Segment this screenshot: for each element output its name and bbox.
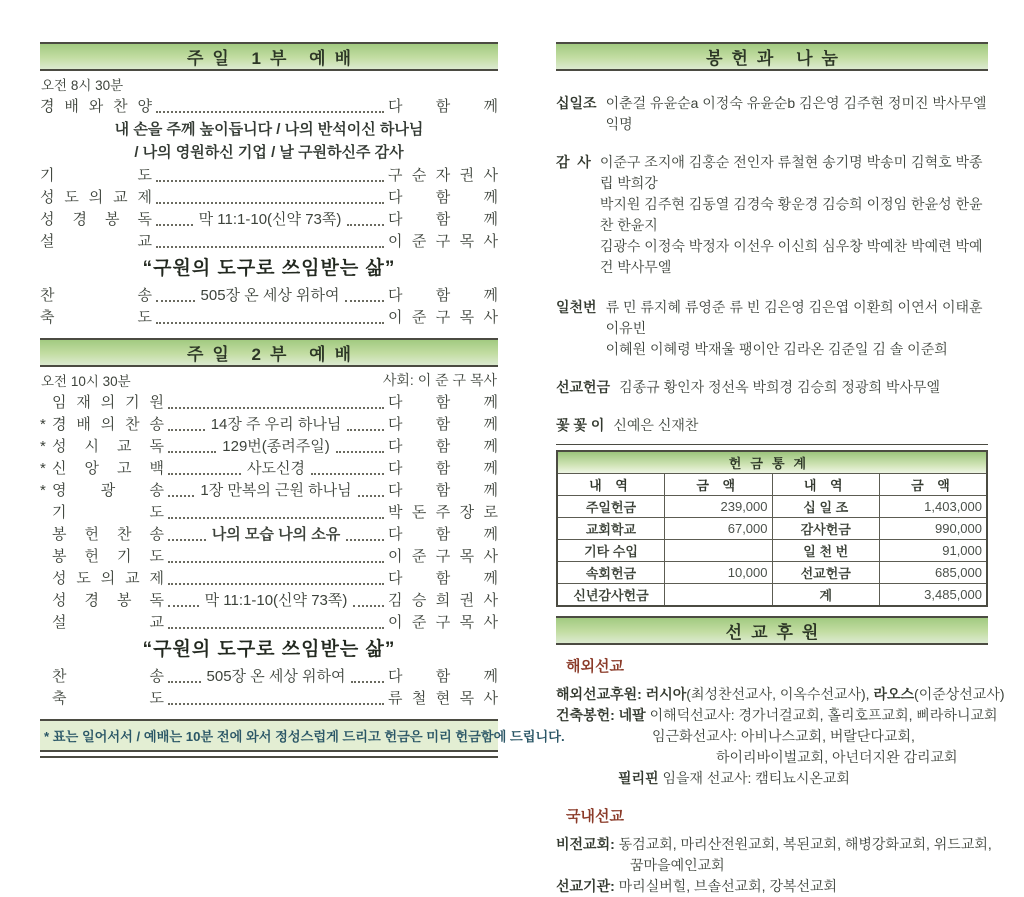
liturgy-row [40, 165, 498, 187]
liturgy-label: 설 교 [52, 614, 164, 631]
left-column [40, 42, 565, 744]
stat-amount: 685,000 [880, 562, 988, 584]
col-header: 내 역 [557, 474, 665, 496]
hymn-reference: 14장 주 우리 하나님 [210, 416, 342, 433]
russia-label: 러시아 [645, 686, 687, 702]
offering-item-label: 일천번 [556, 299, 597, 315]
dotted-leader [168, 473, 241, 475]
offering-list [556, 93, 988, 436]
liturgy-value: 류 철 현 목 사 [388, 690, 498, 707]
liturgy-label: 찬 송 [40, 287, 152, 304]
stat-amount: 91,000 [880, 540, 988, 562]
stat-label: 주일헌금 [557, 496, 665, 518]
stat-amount: 10,000 [665, 562, 773, 584]
dotted-leader [347, 429, 384, 431]
liturgy-value: 박 돈 주 장 로 [388, 504, 498, 521]
dotted-leader [168, 681, 201, 683]
stat-label: 신년감사헌금 [557, 584, 665, 607]
liturgy-label: 신 앙 고 백 [52, 460, 164, 477]
liturgy-value: 다 함 께 [388, 570, 498, 587]
liturgy-row [40, 458, 498, 480]
service2-header [40, 338, 498, 367]
nepal-line-2: 임근화선교사: 아비나스교회, 버랄단다교회, [652, 728, 915, 744]
doxology-reference: 1장 만복의 근원 하나님 [200, 482, 352, 499]
overseas-support-line [556, 684, 1005, 705]
praise-medley-line2: / 나의 영원하신 기업 / 날 구원하신주 감사 [134, 144, 404, 161]
stat-amount: 239,000 [665, 496, 773, 518]
sermon-title: “구원의 도구로 쓰임받는 삶” [142, 258, 396, 279]
liturgy-value: 이 준 구 목 사 [388, 548, 498, 565]
stat-amount: 1,403,000 [880, 496, 988, 518]
dotted-leader [168, 451, 216, 453]
table-header-row [557, 474, 987, 496]
dotted-leader [336, 451, 384, 453]
offertory-hymn-title: 나의 모습 나의 소유 [211, 526, 341, 543]
liturgy-label: 기 도 [52, 504, 164, 521]
liturgy-row [40, 307, 498, 329]
dotted-leader [168, 495, 194, 497]
liturgy-row [40, 502, 498, 524]
stand-marker: * [40, 416, 46, 433]
mission-org-list: 마리실버힐, 브솔선교회, 강복선교회 [618, 878, 838, 894]
liturgy-value: 다 함 께 [388, 438, 498, 455]
dotted-leader [358, 495, 384, 497]
right-column [556, 42, 1005, 894]
liturgy-label: 영 광 송 [52, 482, 164, 499]
vision-church-label: 비전교회: [556, 836, 615, 852]
service1-title: 주일 1부 예배 [186, 49, 360, 68]
domestic-mission-heading: 국내선교 [566, 808, 624, 825]
russia-detail: (최성찬선교사, 이옥수선교사), [686, 686, 870, 702]
liturgy-value: 다 함 께 [388, 526, 498, 543]
dotted-leader [168, 583, 384, 585]
liturgy-label: 봉 헌 찬 송 [52, 526, 164, 543]
dotted-leader [168, 703, 384, 705]
scripture-reference: 막 11:1-10(신약 73쪽) [204, 592, 348, 609]
stat-amount: 990,000 [880, 518, 988, 540]
liturgy-value: 이 준 구 목 사 [388, 309, 498, 326]
liturgy-label: 설 교 [40, 233, 152, 250]
dotted-leader [156, 180, 384, 182]
liturgy-value: 다 함 께 [388, 287, 498, 304]
philippines-label: 필리핀 [618, 770, 659, 786]
stat-amount: 3,485,000 [880, 584, 988, 607]
liturgy-row [40, 590, 498, 612]
table-top-rule [556, 444, 988, 445]
dotted-leader [156, 322, 384, 324]
offering-item-mission [556, 377, 988, 398]
service2-title: 주일 2부 예배 [186, 345, 360, 364]
liturgy-label: 성 시 교 독 [52, 438, 164, 455]
stats-title: 헌금통계 [557, 451, 987, 474]
building-offering-label: 건축봉헌: [556, 707, 615, 723]
vision-church-line-2: 꿈마을예인교회 [630, 857, 725, 873]
liturgy-row [40, 96, 498, 118]
liturgy-row [40, 436, 498, 458]
dotted-leader [168, 561, 384, 563]
offering-title: 봉헌과 나눔 [706, 49, 847, 68]
liturgy-value: 다 함 께 [388, 668, 498, 685]
mission-header [556, 616, 988, 645]
dotted-leader [168, 429, 205, 431]
dotted-leader [346, 539, 384, 541]
liturgy-label: 경 배 의 찬 송 [52, 416, 164, 433]
stand-marker: * [40, 438, 46, 455]
vision-church-list: 동검교회, 마리산전원교회, 복된교회, 해병강화교회, 위드교회, [618, 836, 992, 852]
sermon-title: “구원의 도구로 쓰임받는 삶” [142, 639, 396, 660]
liturgy-row [40, 187, 498, 209]
col-header: 내 역 [772, 474, 880, 496]
table-title-row [557, 451, 987, 474]
hymn-reference: 505장 온 세상 위하여 [200, 287, 340, 304]
overseas-support-label: 해외선교후원: [556, 686, 642, 702]
mission-support-section [556, 616, 1005, 897]
name-list-line: 류 민 류지혜 류영준 류 빈 김은영 김은엽 이환희 이연서 이태훈 이유빈 [605, 299, 983, 336]
praise-medley-line1: 내 손을 주께 높이듭니다 / 나의 반석이신 하나님 [114, 121, 424, 138]
dotted-leader [156, 111, 384, 113]
stat-label: 일 천 번 [772, 540, 880, 562]
table-row [557, 518, 987, 540]
liturgy-value: 다 함 께 [388, 394, 498, 411]
mission-org-line [556, 876, 988, 897]
offering-item-thousand [556, 297, 988, 360]
liturgy-label: 기 도 [40, 167, 152, 184]
dotted-leader [351, 681, 384, 683]
name-list-line: 이춘걸 유윤순a 이정숙 유윤순b 김은영 김주현 정미진 박사무엘 익명 [605, 95, 987, 132]
laos-label: 라오스 [873, 686, 915, 702]
dotted-leader [168, 627, 384, 629]
stand-marker: * [40, 482, 46, 499]
table-row [557, 540, 987, 562]
liturgy-label: 임 재 의 기 원 [52, 394, 164, 411]
stat-amount [665, 540, 773, 562]
dotted-leader [156, 300, 195, 302]
name-list-line: 이혜원 이혜령 박재울 팽이안 김라온 김준일 김 솔 이준희 [605, 341, 948, 357]
stat-label: 교회학교 [557, 518, 665, 540]
col-header: 금 액 [880, 474, 988, 496]
liturgy-label: 찬 송 [52, 668, 164, 685]
liturgy-row [40, 546, 498, 568]
liturgy-row [40, 231, 498, 253]
liturgy-label: 성 도 의 교 제 [52, 570, 164, 587]
scripture-reference: 막 11:1-10(신약 73쪽) [198, 211, 342, 228]
table-row [557, 496, 987, 518]
service2-mc: 사회: 이 준 구 목사 [382, 372, 497, 388]
liturgy-value: 다 함 께 [388, 482, 499, 499]
liturgy-value: 김 승 희 권 사 [388, 592, 499, 609]
name-list-line: 신예은 신재찬 [613, 417, 699, 433]
stat-label: 속회헌금 [557, 562, 665, 584]
liturgy-label: 경 배 와 찬 양 [40, 98, 152, 115]
offering-item-label: 선교헌금 [556, 379, 611, 395]
service2-time: 오전 10시 30분 [41, 374, 131, 389]
liturgy-row [40, 688, 498, 710]
offering-stats-table [556, 450, 988, 607]
dotted-leader [168, 407, 384, 409]
philippines-detail: 임을재 선교사: 캠티뇨시온교회 [662, 770, 850, 786]
dotted-leader [347, 224, 384, 226]
stat-label: 계 [772, 584, 880, 607]
name-list-line: 김종규 황인자 정선옥 박희경 김승희 정광희 박사무엘 [619, 379, 940, 395]
liturgy-row [40, 392, 498, 414]
stat-label: 기타 수입 [557, 540, 665, 562]
liturgy-row [40, 209, 498, 231]
liturgy-label: 봉 헌 기 도 [52, 548, 164, 565]
table-row [557, 562, 987, 584]
building-offering-line [556, 705, 998, 726]
liturgy-value: 다 함 께 [388, 98, 498, 115]
dotted-leader [353, 605, 384, 607]
dotted-leader [311, 473, 384, 475]
liturgy-label: 성 경 봉 독 [40, 211, 152, 228]
offering-item-label: 십일조 [556, 95, 597, 111]
nepal-line-3: 하이리바이벌교회, 아넌더지완 감리교회 [716, 749, 958, 765]
mission-title: 선교후원 [725, 623, 828, 642]
hymn-reference: 505장 온 세상 위하여 [206, 668, 346, 685]
nepal-detail: 이해덕선교사: 경가너걸교회, 홀리호프교회, 삐라하니교회 [649, 707, 998, 723]
bottom-rule [40, 756, 498, 758]
dotted-leader [168, 539, 206, 541]
service2-time-row [41, 370, 497, 390]
vision-church-line [556, 834, 992, 855]
overseas-mission-heading: 해외선교 [566, 658, 624, 675]
stat-amount: 67,000 [665, 518, 773, 540]
nepal-label: 네팔 [618, 707, 646, 723]
liturgy-row [40, 568, 498, 590]
dotted-leader [168, 605, 199, 607]
liturgy-row [40, 612, 498, 634]
offering-header [556, 42, 988, 71]
offering-item-label: 꽃 꽃 이 [556, 417, 605, 433]
liturgy-value: 다 함 께 [388, 189, 498, 206]
stat-label: 감사헌금 [772, 518, 880, 540]
offering-item-label: 감 사 [556, 154, 591, 170]
liturgy-value: 다 함 께 [388, 460, 498, 477]
name-list-line: 이준구 조지애 김홍순 전인자 류철현 송기명 박송미 김혁호 박종립 박희강 [599, 154, 983, 191]
liturgy-row [40, 285, 498, 307]
creed-reference: 사도신경 [247, 460, 305, 477]
liturgy-row [40, 414, 498, 436]
dotted-leader [156, 224, 193, 226]
liturgy-row [40, 666, 498, 688]
table-row [557, 584, 987, 607]
service1-header [40, 42, 498, 71]
col-header: 금 액 [665, 474, 773, 496]
liturgy-value: 다 함 께 [388, 211, 499, 228]
service1-time-row [41, 74, 497, 94]
liturgy-value: 이 준 구 목 사 [388, 614, 498, 631]
name-list-line: 김광수 이정숙 박정자 이선우 이신희 심우창 박예찬 박예련 박예건 박사무엘 [599, 238, 983, 275]
liturgy-row [40, 480, 498, 502]
liturgy-label: 성 경 봉 독 [52, 592, 164, 609]
liturgy-row [40, 524, 498, 546]
laos-detail: (이준상선교사) [914, 686, 1005, 702]
liturgy-label: 성 도 의 교 제 [40, 189, 152, 206]
service-footnote: * 표는 일어서서 / 예배는 10분 전에 와서 정성스럽게 드리고 헌금은 미리 헌금함에 드립니다. [40, 719, 498, 752]
liturgy-value: 이 준 구 목 사 [388, 233, 498, 250]
liturgy-label: 축 도 [40, 309, 152, 326]
dotted-leader [156, 202, 384, 204]
offering-item-flowers [556, 415, 988, 436]
responsive-reading-reference: 129번(종려주일) [222, 438, 330, 455]
name-list-line: 박지원 김주현 김동열 김경숙 황운경 김승희 이정임 한윤성 한윤찬 한윤지 [599, 196, 983, 233]
liturgy-label: 축 도 [52, 690, 164, 707]
dotted-leader [156, 246, 384, 248]
stand-marker: * [40, 460, 46, 477]
offering-item-tithe [556, 93, 988, 135]
liturgy-value: 구 순 자 권 사 [388, 167, 498, 184]
dotted-leader [345, 300, 384, 302]
philippines-line [556, 768, 988, 789]
liturgy-value: 다 함 께 [388, 416, 498, 433]
dotted-leader [168, 517, 384, 519]
stat-amount [665, 584, 773, 607]
offering-item-thanksgiving [556, 152, 988, 278]
service1-time: 오전 8시 30분 [41, 78, 124, 93]
stat-label: 선교헌금 [772, 562, 880, 584]
stat-label: 십 일 조 [772, 496, 880, 518]
mission-org-label: 선교기관: [556, 878, 615, 894]
